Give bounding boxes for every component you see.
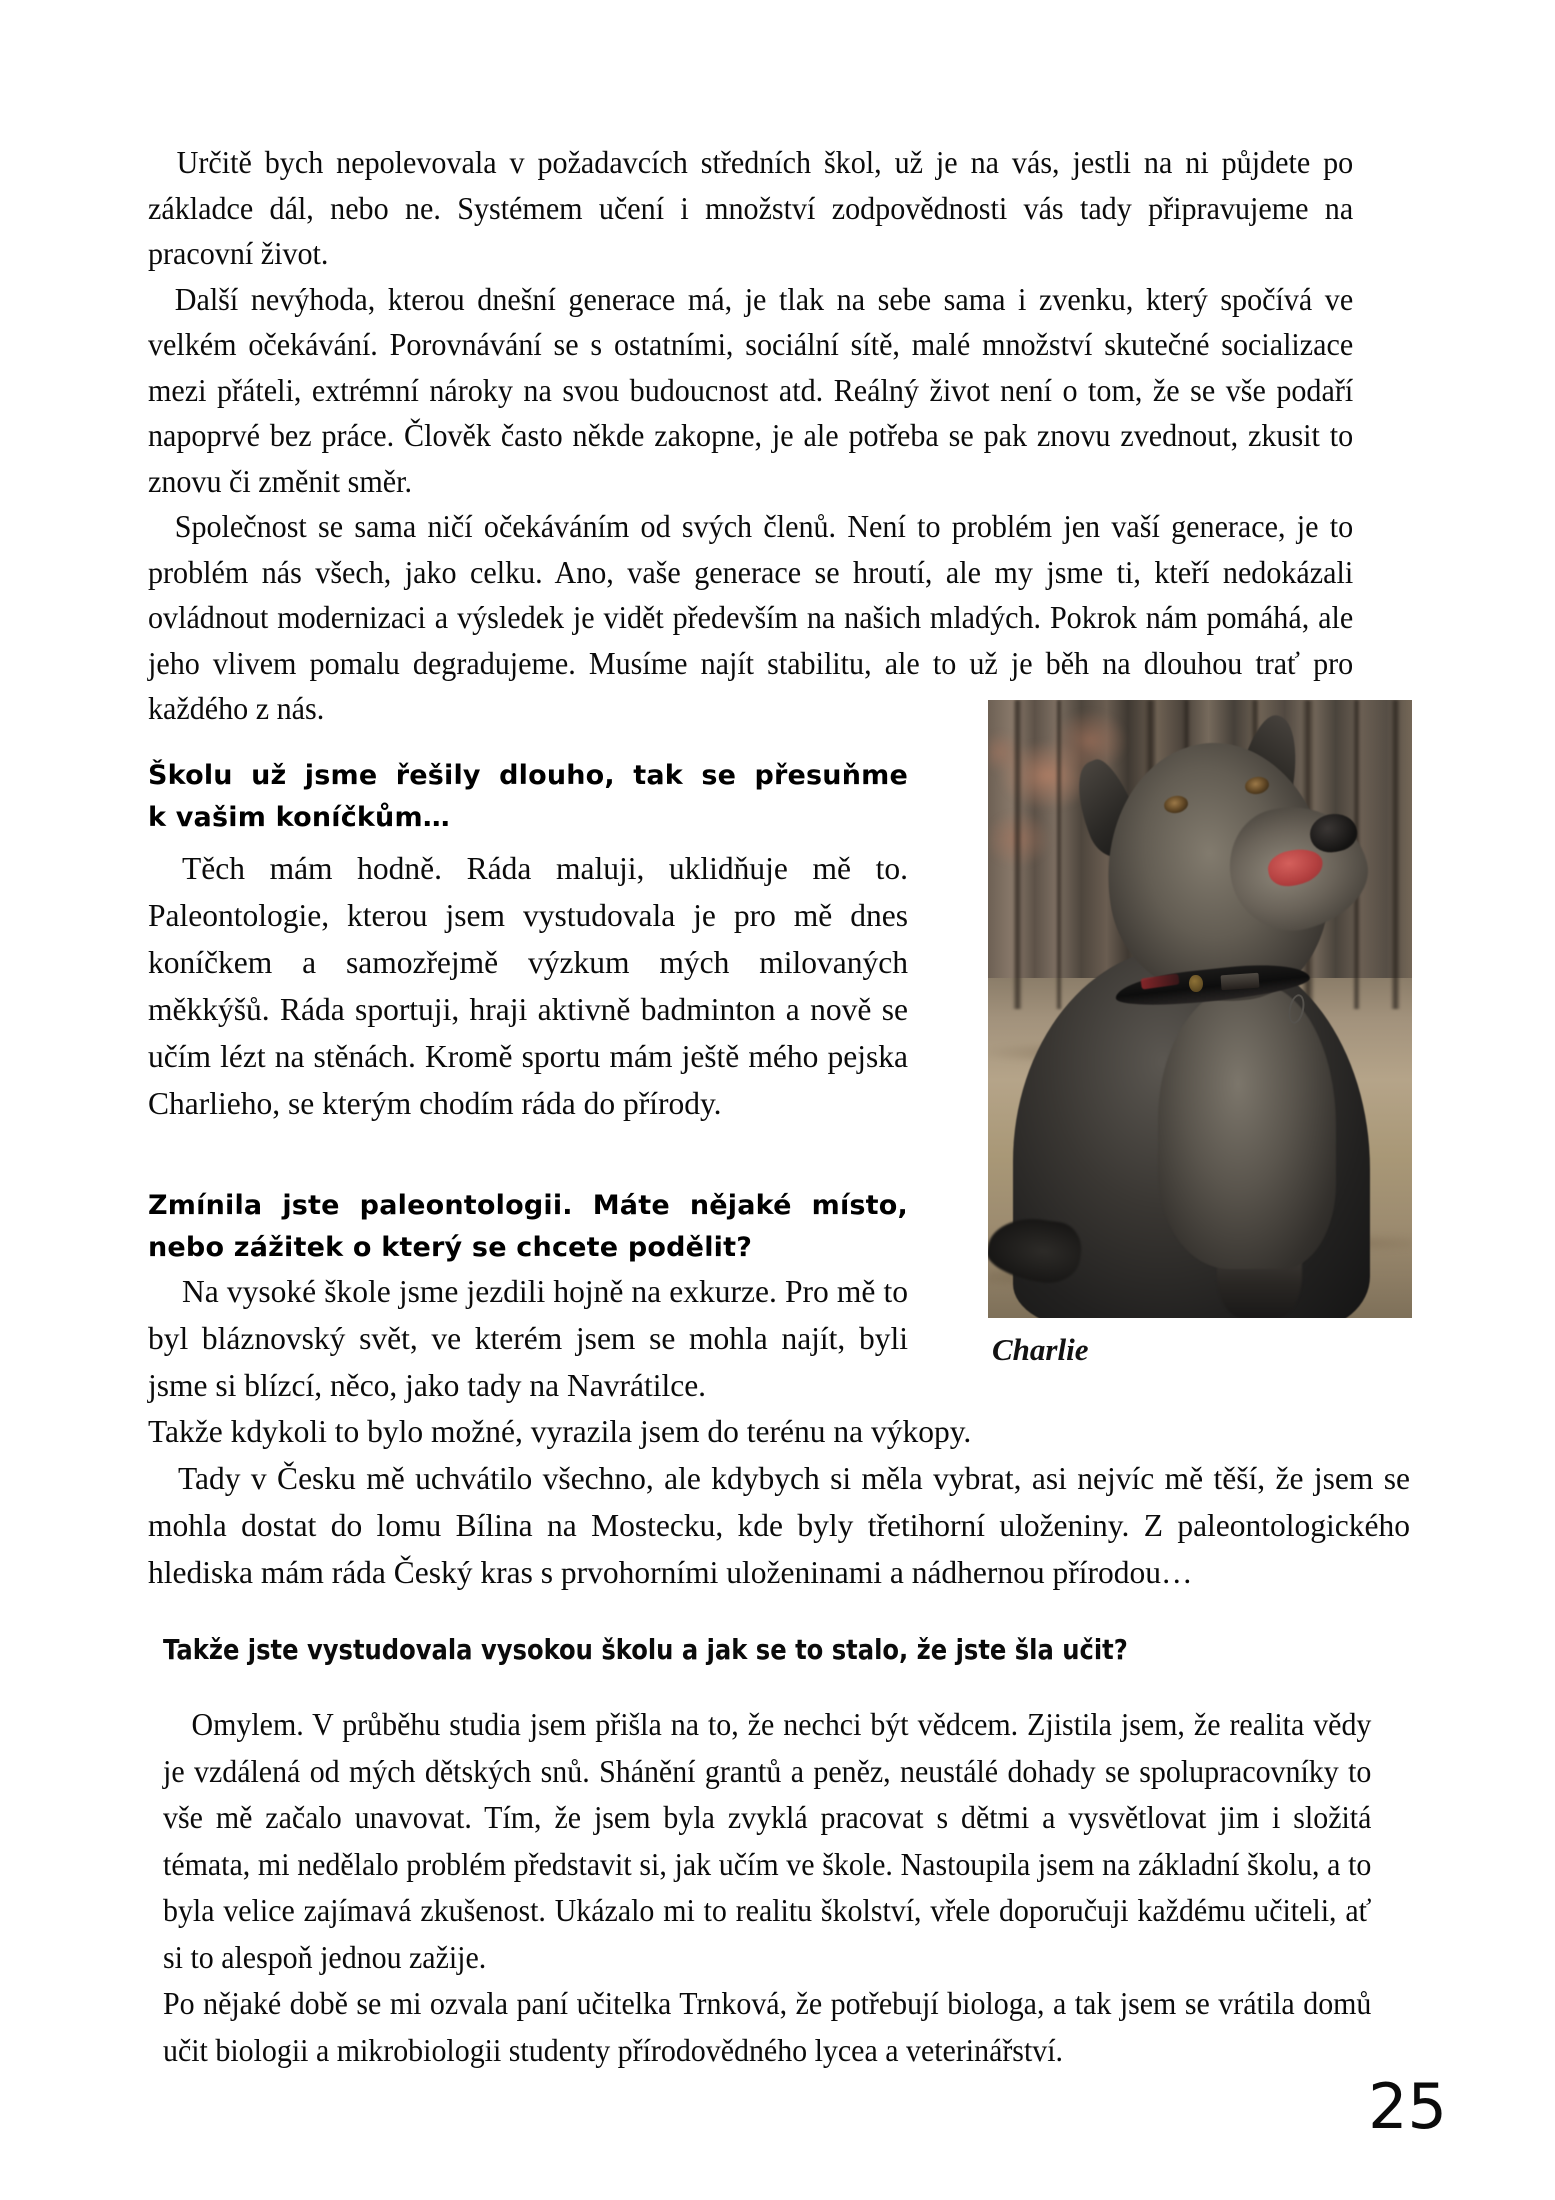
dog-photo [988, 700, 1412, 1318]
page-number: 25 [1368, 2070, 1447, 2143]
question-heading-2-line-2: nebo zážitek o který se chcete podělit? [148, 1232, 753, 1263]
dog-photo-canvas [988, 700, 1412, 1318]
question-heading-1-line-2: k vašim koníčkům… [148, 802, 451, 833]
intro-paragraph-3: Společnost se sama ničí očekáváním od svých členů. Není to problém jen vaší generace, je to problém nás všech, jako celku. Ano, vaše generace se hroutí, ale my jsme ti, kteří nedokázali ovládnout modernizaci a výsledek je vidět především na našich mladých. Pokrok nám pomáhá, ale jeho vlivem pomalu degradujeme. Musíme najít stabilitu, ale to už je běh na dlouhou trať pro každého z nás. [148, 509, 1354, 726]
question-heading-1-line-1: Školu už jsme řešily dlouho, tak se přesuňme [148, 760, 908, 791]
dog-chest [1158, 984, 1336, 1268]
tree-trunk-icon [1013, 700, 1022, 1009]
intro-text-block [148, 140, 1353, 732]
answer-1-column [148, 845, 908, 1127]
question-heading-2-line-1: Zmínila jste paleontologii. Máte nějaké místo, [148, 1190, 908, 1221]
dog-collar-tag [1221, 972, 1260, 989]
intro-paragraph-2: Další nevýhoda, kterou dnešní generace má, je tlak na sebe sama i zvenku, který spočívá ve velkém očekávání. Porovnávání se s ostatními, sociální sítě, malé množství skutečné socializace mezi přáteli, extrémní nároky na svou budoucnost atd. Reálný život není o tom, že se vše podaří napoprvé bez práce. Člověk často někde zakopne, je ale potřeba se pak znovu zvednout, zkusit to znovu či změnit směr. [148, 281, 1354, 499]
answer-1-text: Těch mám hodně. Ráda maluji, uklidňuje mě to. Paleontologie, kterou jsem vystudovala je pro mě dnes koníčkem a samozřejmě výzkum mých milovaných měkkýšů. Ráda sportuji, hraji aktivně badminton a nově se učím lézt na stěnách. Kromě sportu mám ještě mého pejska Charlieho, se kterým chodím ráda do přírody. [148, 851, 908, 1121]
tree-trunk-icon [1056, 700, 1062, 1009]
answer-2-paragraph-2: Tady v Česku mě uchvátilo všechno, ale kdybych si měla vybrat, asi nejvíc mě těší, že jsem se mohla dostat do lomu Bílina na Mostecku, kde byly třetihorní uloženiny. Z paleontologického hlediska mám ráda Český kras s prvohorními uloženinami a nádhernou přírodou… [148, 1461, 1410, 1590]
question-heading-2 [148, 1185, 908, 1269]
answer-2-full-line: Takže kdykoli to bylo možné, vyrazila jsem do terénu na výkopy. [148, 1414, 972, 1449]
answer-2-column-text: Na vysoké škole jsme jezdili hojně na exkurze. Pro mě to byl bláznovský svět, ve kterém jsem se mohla najít, byli jsme si blízcí, něco, jako tady na Navrátilce. [148, 1274, 908, 1403]
photo-caption: Charlie [992, 1332, 1089, 1367]
answer-3-paragraph-2: Po nějaké době se mi ozvala paní učitelka Trnková, že potřebují biologa, a tak jsem se vrátila domů učit biologii a mikrobiologii studenty přírodovědného lycea a veterinářství. [163, 1986, 1372, 2068]
answer-2-fullwidth [148, 1408, 1410, 1596]
answer-3-block [163, 1702, 1371, 2074]
intro-paragraph-1: Určitě bych nepolevovala v požadavcích středních škol, už je na vás, jestli na ni půjdete po základce dál, nebo ne. Systémem učení i množství zodpovědnosti vás tady připravujeme na pracovní život. [148, 145, 1354, 271]
question-heading-1 [148, 755, 908, 839]
question-heading-3: Takže jste vystudovala vysokou školu a jak se to stalo, že jste šla učit? [163, 1633, 1128, 1666]
answer-2-column [148, 1268, 908, 1409]
tree-trunk-icon [1391, 700, 1400, 1009]
answer-3-paragraph-1: Omylem. V průběhu studia jsem přišla na to, že nechci být vědcem. Zjistila jsem, že realita vědy je vzdálená od mých dětských snů. Shánění grantů a peněz, neustálé dohady se spolupracovníky to vše mě začalo unavovat. Tím, že jsem byla zvyklá pracovat s dětmi a vysvětlovat jim i složitá témata, mi nedělalo problém představit si, jak učím ve škole. Nastoupila jsem na základní školu, a to byla velice zajímavá zkušenost. Ukázalo mi to realitu školství, vřele doporučuji každému učiteli, ať si to alespoň jednou zažije. [163, 1707, 1372, 1975]
